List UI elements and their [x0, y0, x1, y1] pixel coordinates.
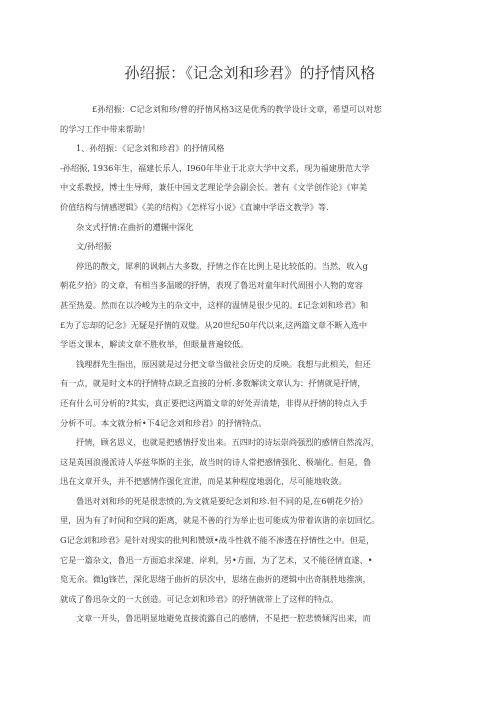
- paragraph-line: 就成了鲁迅杂文的一大创造。可记念刘和珍君》的抒情就带上了这样的特点。: [60, 593, 339, 604]
- paragraph-line: 它是一篇杂文，鲁迅一方面追求深建、岸利，另•方面，为了艺术，又不能径情直遂、•: [60, 554, 373, 565]
- paragraph-line: 钱理群先生指出，原因就是过分把文章当做社会历史的反映。我想与此相关，但还: [76, 358, 371, 369]
- paragraph-line: 朝花夕拾》的文章，有相当多温暖的抒情，表现了鲁迅对童年时代周围小人物的宽容: [60, 280, 363, 291]
- paragraph-line: 停迅的散文，犀利的讽刺占大多数，抒情之作在比例上是比较低的。当然，收入g: [76, 260, 368, 271]
- paragraph-line: 杂文式抒情:在曲折的遭辗中深化: [76, 221, 194, 232]
- paragraph-line: £为了忘却的记念》无疑是抒情的双璧。从20世纪50年代以来,这两篇文章不断入选中: [60, 319, 368, 330]
- paragraph-line: 览无余。微lg锋芒，深化思绪于曲折的层次中，思绪在曲折的逻辑中出奇制胜地推演，: [60, 574, 371, 585]
- paragraph-line: G记念刘和珍君》是针对现实的批判和赞颂•战斗性就不能不渗透在抒情性之中。但是，: [60, 535, 375, 546]
- paragraph-line: £孙绍振：C记念刘和珍/曾的抒情风格3这是优秀的教学设计文章，希望可以对您: [92, 104, 382, 114]
- document-body: [60, 100, 440, 629]
- paragraph-line: 文/孙绍振: [76, 241, 112, 252]
- paragraph-line: 甚至热爱。然而在以冷峻为主的杂文中，这样的温情是很少见的。£记念刘和珍君》和: [60, 299, 369, 310]
- paragraph-line: 1、孙绍振：《记念刘和珍君》的抒情风格: [76, 143, 225, 154]
- paragraph-line: 鲁迅对刘和珍的死是很悲愤的,为文就是要纪念刘和珍.但不同的是,在6朝花夕拾》: [76, 495, 368, 506]
- paragraph-line: 这是英国浪漫派诗人华兹华斯的主张，故当时的诗人常把感情强化、极端化。但是，鲁: [60, 456, 372, 467]
- paragraph-line: 中文系教授，博士生导师，兼任中国文艺理论学会副会长。著有《文学创作论》《审美: [60, 182, 368, 193]
- paragraph-line: -孙绍振, 1936年生，福建长乐人，I960年毕业于北京大学中文系，现为福建册范大学: [60, 162, 370, 173]
- paragraph-line: 分析不可。本文就分析•下4记念刘和珍君》的抒情特点。: [60, 417, 267, 428]
- paragraph-line: 文章一开头，鲁迅明显地避免直接流露自己的感情，不是把一腔悲愤倾泻出来，而: [76, 613, 371, 624]
- paragraph-line: 里，因为有了时间和空间的距离，就是不善的行为举止也可能成为带着诙谐的亲切回忆。: [60, 515, 380, 526]
- paragraph-line: 还有什么可分析的?其实，真正要把这两篇文章的好处弄清楚，非得从抒情的特点入手: [60, 397, 368, 408]
- document-title: 孙绍振：《记念刘和珍君》的抒情风格: [124, 64, 376, 82]
- paragraph-line: 迅在文章开头，并不把感情作强化宣泄，而是某种程度地弱化，尽可能地收敛。: [60, 476, 347, 487]
- paragraph-line: 的学习工作中带来帮助！: [60, 123, 151, 134]
- paragraph-line: 抒情，顾名思义，也就是把感情抒发出来。五四时的诗坛崇尚强烈的感情自然流泻，: [76, 437, 379, 448]
- paragraph-line: 学语文课本，解读文章不胜枚举，但眼量普遍较低。: [60, 339, 249, 350]
- paragraph-line: 价值结构与情感逻辑》《美的结构》《怎样写小说》《直谏中学语文教学》等.: [60, 201, 329, 212]
- paragraph-line: 有一点，就是时文本的抒情特点缺乏直接的分析.多数解读文章认为：抒情就是抒情，: [60, 378, 366, 389]
